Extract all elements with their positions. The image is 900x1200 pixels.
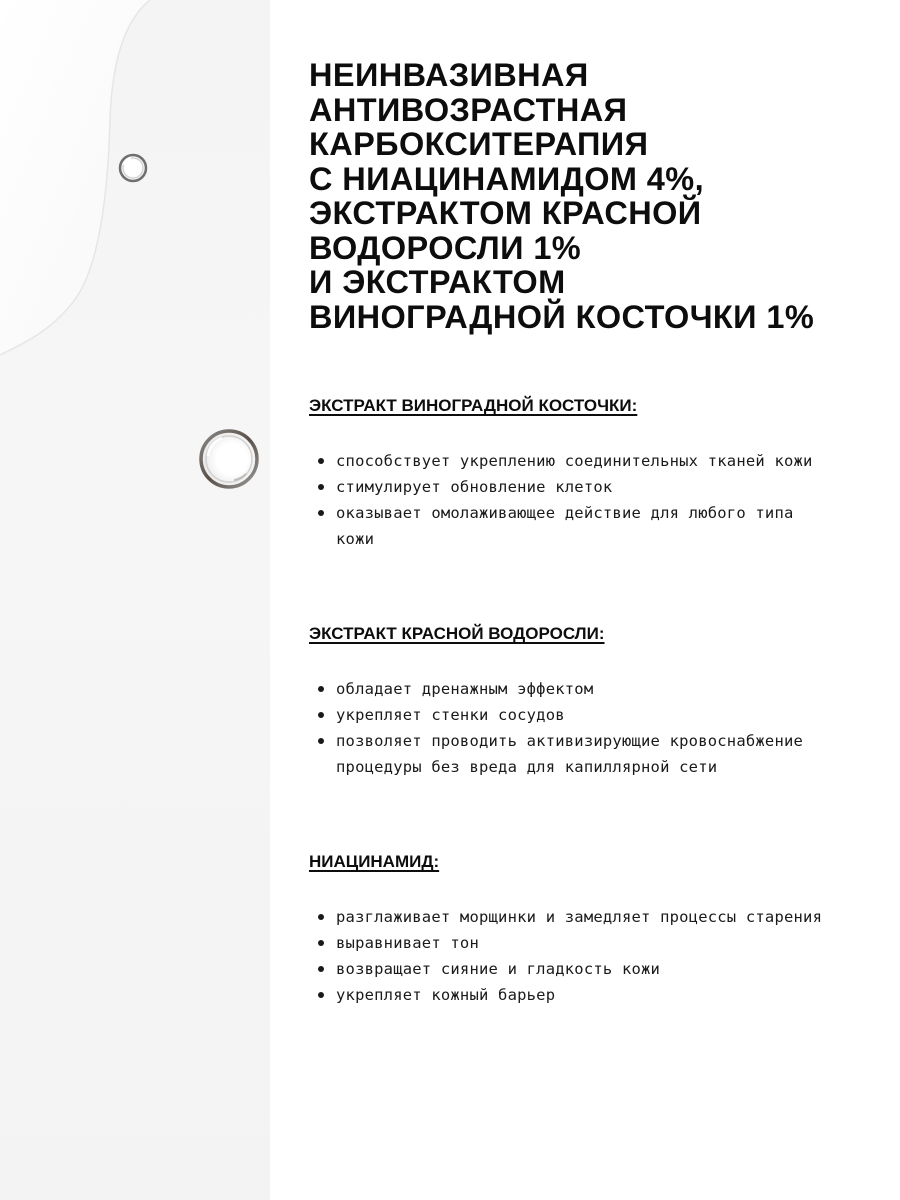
list-item: позволяет проводить активизирующие кровоснабжение процедуры без вреда для капиллярной сети — [309, 728, 836, 780]
list-item: способствует укреплению соединительных тканей кожи — [309, 448, 836, 474]
benefit-list — [309, 448, 884, 552]
page-title — [309, 58, 884, 334]
title-line: И ЭКСТРАКТОМ — [309, 264, 566, 300]
title-line: С НИАЦИНАМИДОМ 4%, — [309, 160, 705, 197]
list-item: стимулирует обновление клеток — [309, 474, 836, 500]
large-bubble — [196, 426, 262, 492]
section-heading: НИАЦИНАМИД: — [309, 852, 440, 871]
product-texture-image — [0, 0, 270, 1200]
list-item: укрепляет кожный барьер — [309, 982, 836, 1008]
list-item: оказывает омолаживающее действие для любого типа кожи — [309, 500, 836, 552]
title-line: ВОДОРОСЛИ 1% — [309, 229, 582, 266]
list-item: разглаживает морщинки и замедляет процессы старения — [309, 904, 836, 930]
section-heading: ЭКСТРАКТ ВИНОГРАДНОЙ КОСТОЧКИ: — [309, 396, 638, 415]
benefit-list — [309, 676, 884, 780]
title-line: КАРБОКСИТЕРАПИЯ — [309, 126, 649, 162]
list-item: укрепляет стенки сосудов — [309, 702, 836, 728]
section-heading: ЭКСТРАКТ КРАСНОЙ ВОДОРОСЛИ: — [309, 624, 605, 643]
section-grape-seed — [309, 396, 884, 548]
list-item: выравнивает тон — [309, 930, 836, 956]
content-column — [309, 57, 884, 1004]
title-line: ЭКСТРАКТОМ КРАСНОЙ — [309, 195, 702, 231]
section-niacinamide — [309, 852, 884, 1004]
title-line: ВИНОГРАДНОЙ КОСТОЧКИ 1% — [309, 298, 815, 335]
list-item: обладает дренажным эффектом — [309, 676, 836, 702]
small-bubble — [117, 152, 149, 184]
benefit-list — [309, 904, 884, 1008]
title-line: НЕИНВАЗИВНАЯ — [309, 57, 589, 93]
section-red-algae — [309, 624, 884, 776]
list-item: возвращает сияние и гладкость кожи — [309, 956, 836, 982]
title-line: АНТИВОЗРАСТНАЯ — [309, 91, 628, 128]
